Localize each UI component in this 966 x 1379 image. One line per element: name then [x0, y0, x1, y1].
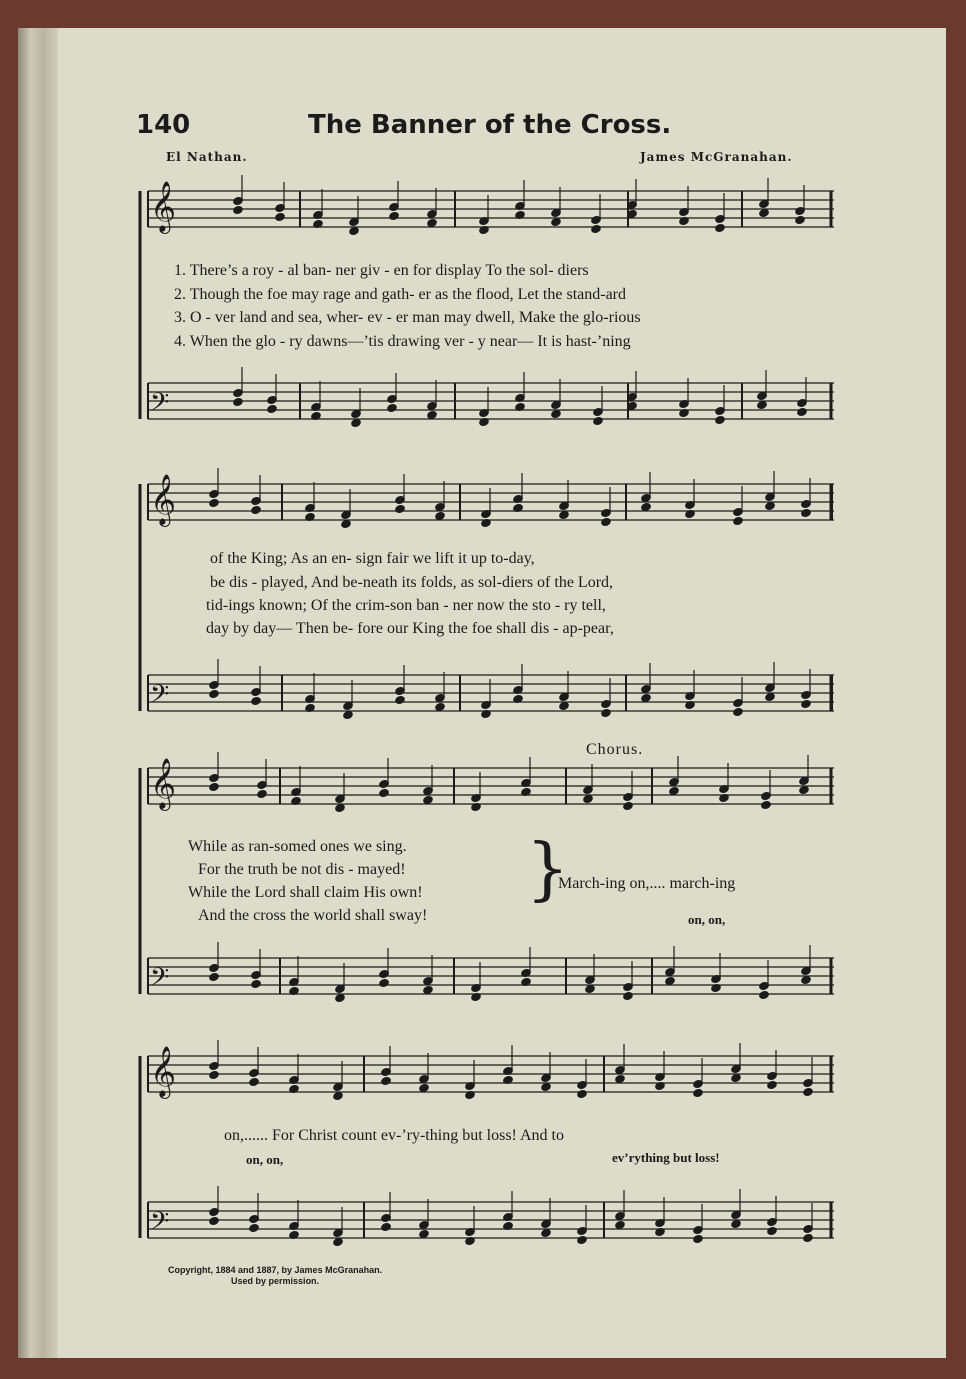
verse-line: And the cross the world shall sway!: [198, 907, 428, 924]
verse-line: day by day— Then be- fore our King the foe shall dis - ap-pear,: [206, 620, 614, 637]
notehead: [464, 1090, 476, 1101]
chorus-label: Chorus.: [586, 741, 644, 758]
notehead: [250, 979, 262, 990]
verse-line: 1. There’s a roy - al ban- ner giv - en for display To the sol- diers: [174, 262, 589, 279]
bass-clef-icon: 𝄢: [150, 1207, 170, 1242]
notehead: [502, 1075, 514, 1086]
notehead: [622, 801, 634, 812]
verse-brace: }: [526, 830, 570, 909]
notehead: [514, 402, 526, 413]
notehead: [512, 503, 524, 514]
notehead: [710, 983, 722, 994]
notehead: [208, 1070, 220, 1081]
treble-clef-icon: 𝄞: [150, 1046, 177, 1097]
chorus-line: March-ing on,.... march-ing: [558, 875, 736, 892]
verse-line: While the Lord shall claim His own!: [188, 884, 423, 901]
notehead: [654, 1227, 666, 1238]
verse-line: 4. When the glo - ry dawns—’tis drawing ver - y near— It is hast-’ning: [174, 333, 631, 350]
notehead: [622, 991, 634, 1002]
notehead: [692, 1234, 704, 1245]
notehead: [478, 225, 490, 236]
chorus-line: on,...... For Christ count ev-’ry-thing but loss! And to: [224, 1127, 564, 1144]
notehead: [766, 1226, 778, 1237]
notehead: [288, 1084, 300, 1095]
notehead: [470, 802, 482, 813]
notehead: [208, 782, 220, 793]
notehead: [732, 707, 744, 718]
notehead: [714, 415, 726, 426]
notehead: [576, 1089, 588, 1100]
verse-line: 3. O - ver land and sea, wher- ev - er man may dwell, Make the glo-rious: [174, 309, 641, 326]
notehead: [250, 696, 262, 707]
notehead: [678, 408, 690, 419]
notehead: [380, 1076, 392, 1087]
notehead: [732, 516, 744, 527]
author-credit: El Nathan.: [166, 150, 248, 164]
composer-credit: James McGranahan.: [640, 150, 793, 164]
verse-line: of the King; As an en- sign fair we lift it up to-day,: [210, 550, 535, 567]
notehead: [692, 1088, 704, 1099]
verse-line: While as ran-somed ones we sing.: [188, 838, 407, 855]
chorus-echo: on, on,: [688, 912, 726, 927]
notehead: [502, 1221, 514, 1232]
notehead: [208, 689, 220, 700]
notehead: [520, 787, 532, 798]
notehead: [380, 1222, 392, 1233]
notehead: [512, 694, 524, 705]
notehead: [800, 508, 812, 519]
notehead: [794, 215, 806, 226]
treble-clef-icon: 𝄞: [150, 758, 177, 809]
notehead: [310, 411, 322, 422]
verse-line: be dis - played, And be-neath its folds, as sol-diers of the Lord,: [210, 574, 614, 591]
notehead: [388, 211, 400, 222]
verse-line: For the truth be not dis - mayed!: [198, 861, 406, 878]
notehead: [208, 972, 220, 983]
notehead: [802, 1233, 814, 1244]
hymn-title: The Banner of the Cross.: [308, 110, 672, 140]
notehead: [470, 992, 482, 1003]
notehead: [312, 219, 324, 230]
notehead: [760, 800, 772, 811]
verse-line: 2. Though the foe may rage and gath- er as the flood, Let the stand-ard: [174, 286, 626, 303]
notehead: [684, 509, 696, 520]
notehead: [480, 518, 492, 529]
notehead: [576, 1235, 588, 1246]
notehead: [718, 793, 730, 804]
notehead: [274, 212, 286, 223]
notehead: [796, 407, 808, 418]
notehead: [266, 404, 278, 415]
notehead: [208, 498, 220, 509]
notehead: [600, 517, 612, 528]
permission-line: Used by permission.: [231, 1276, 320, 1286]
notehead: [248, 1077, 260, 1088]
notehead: [304, 703, 316, 714]
bass-clef-icon: 𝄢: [150, 963, 170, 998]
notehead: [256, 789, 268, 800]
notehead: [678, 216, 690, 227]
notehead: [758, 990, 770, 1001]
notehead: [304, 512, 316, 523]
notehead: [386, 403, 398, 414]
treble-clef-icon: 𝄞: [150, 181, 177, 232]
notehead: [592, 416, 604, 427]
copyright-notice: [168, 1265, 382, 1287]
notehead: [248, 1223, 260, 1234]
notehead: [684, 700, 696, 711]
notehead: [290, 796, 302, 807]
notehead: [208, 1216, 220, 1227]
copyright-line: Copyright, 1884 and 1887, by James McGranahan.: [168, 1265, 383, 1275]
notehead: [480, 709, 492, 720]
notehead: [232, 205, 244, 216]
notehead: [802, 1087, 814, 1098]
notehead: [590, 224, 602, 235]
chorus-echo: on, on,: [246, 1152, 284, 1167]
page-number: 140: [136, 110, 191, 140]
notehead: [714, 223, 726, 234]
notehead: [232, 397, 244, 408]
notehead: [288, 1230, 300, 1241]
chorus-echo: ev’rything but loss!: [612, 1150, 720, 1165]
bass-clef-icon: 𝄢: [150, 388, 170, 423]
treble-clef-icon: 𝄞: [150, 474, 177, 525]
notehead: [654, 1081, 666, 1092]
notehead: [378, 978, 390, 989]
notehead: [394, 504, 406, 515]
notehead: [600, 708, 612, 719]
notehead: [478, 417, 490, 428]
verse-line: tid-ings known; Of the crim-son ban - ner now the sto - ry tell,: [206, 597, 606, 614]
notehead: [514, 210, 526, 221]
notehead: [250, 505, 262, 516]
notehead: [464, 1236, 476, 1247]
notehead: [520, 977, 532, 988]
notehead: [766, 1080, 778, 1091]
notehead: [800, 699, 812, 710]
notehead: [288, 986, 300, 997]
bass-clef-icon: 𝄢: [150, 680, 170, 715]
notehead: [394, 695, 406, 706]
notehead: [378, 788, 390, 799]
